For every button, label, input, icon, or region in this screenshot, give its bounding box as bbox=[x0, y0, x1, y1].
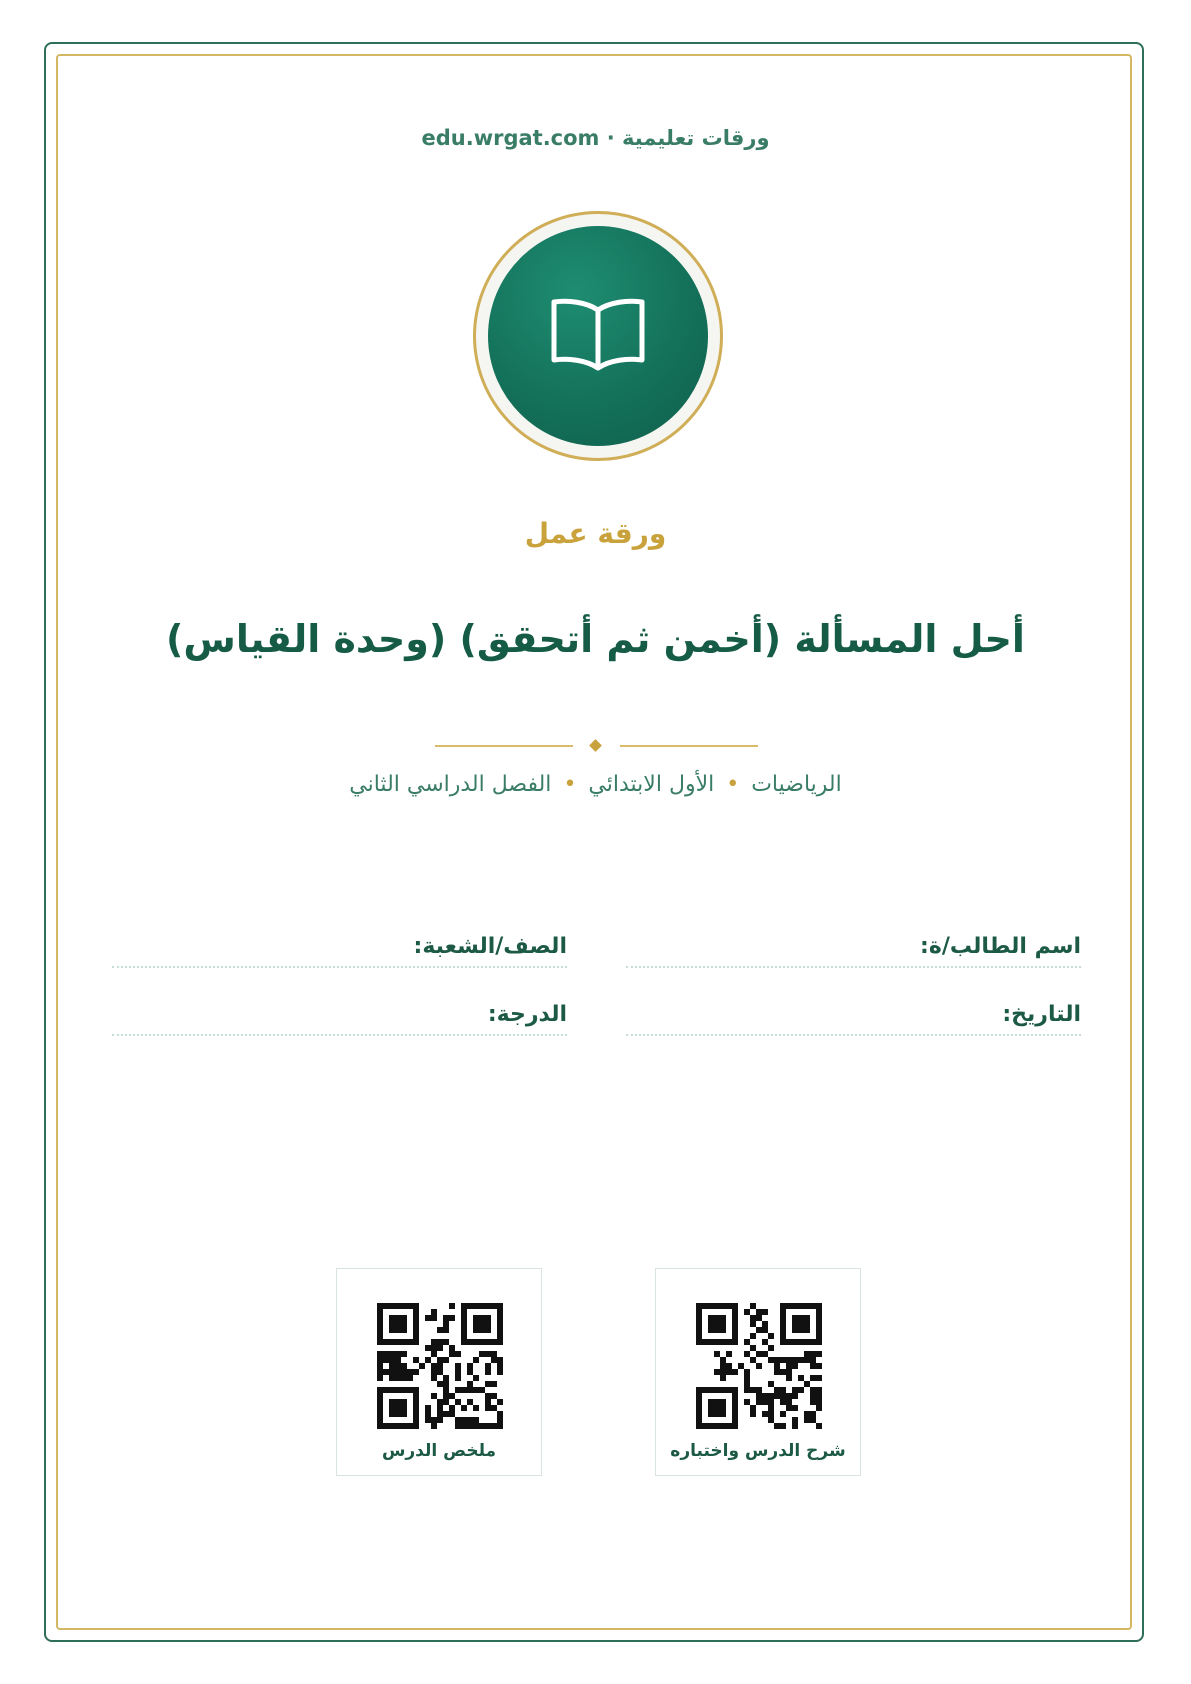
class-section-label: الصف/الشعبة: bbox=[413, 934, 567, 959]
qr-label-summary: ملخص الدرس bbox=[381, 1441, 497, 1461]
worksheet-title: أحل المسألة (أخمن ثم أتحقق) (وحدة القياس) bbox=[166, 617, 1025, 661]
date-field[interactable] bbox=[626, 1002, 1081, 1036]
qr-card-summary[interactable] bbox=[336, 1268, 542, 1476]
worksheet-meta bbox=[0, 772, 1191, 797]
divider-line-right bbox=[620, 745, 758, 747]
class-section-field[interactable] bbox=[112, 934, 567, 968]
student-name-label: اسم الطالب/ة: bbox=[920, 934, 1081, 959]
date-label: التاريخ: bbox=[1002, 1002, 1081, 1027]
qr-card-explain[interactable] bbox=[655, 1268, 861, 1476]
emblem bbox=[473, 211, 723, 461]
divider-line-left bbox=[435, 745, 573, 747]
qr-code-icon bbox=[377, 1303, 503, 1429]
qr-code-icon bbox=[696, 1303, 822, 1429]
emblem-core bbox=[488, 226, 708, 446]
grade-field[interactable] bbox=[112, 1002, 567, 1036]
meta-term: الفصل الدراسي الثاني bbox=[349, 772, 552, 797]
meta-grade: الأول الابتدائي bbox=[588, 772, 715, 797]
site-label: ورقات تعليمية · edu.wrgat.com bbox=[421, 126, 770, 150]
meta-subject: الرياضيات bbox=[751, 772, 842, 797]
qr-label-explain: شرح الدرس واختباره bbox=[670, 1441, 846, 1461]
meta-separator: • bbox=[563, 772, 577, 797]
grade-label: الدرجة: bbox=[487, 1002, 567, 1027]
student-name-field[interactable] bbox=[626, 934, 1081, 968]
diamond-icon bbox=[589, 739, 602, 752]
ornament-divider bbox=[435, 740, 758, 752]
worksheet-kicker: ورقة عمل bbox=[524, 517, 667, 550]
open-book-icon bbox=[548, 296, 648, 376]
meta-separator: • bbox=[726, 772, 740, 797]
